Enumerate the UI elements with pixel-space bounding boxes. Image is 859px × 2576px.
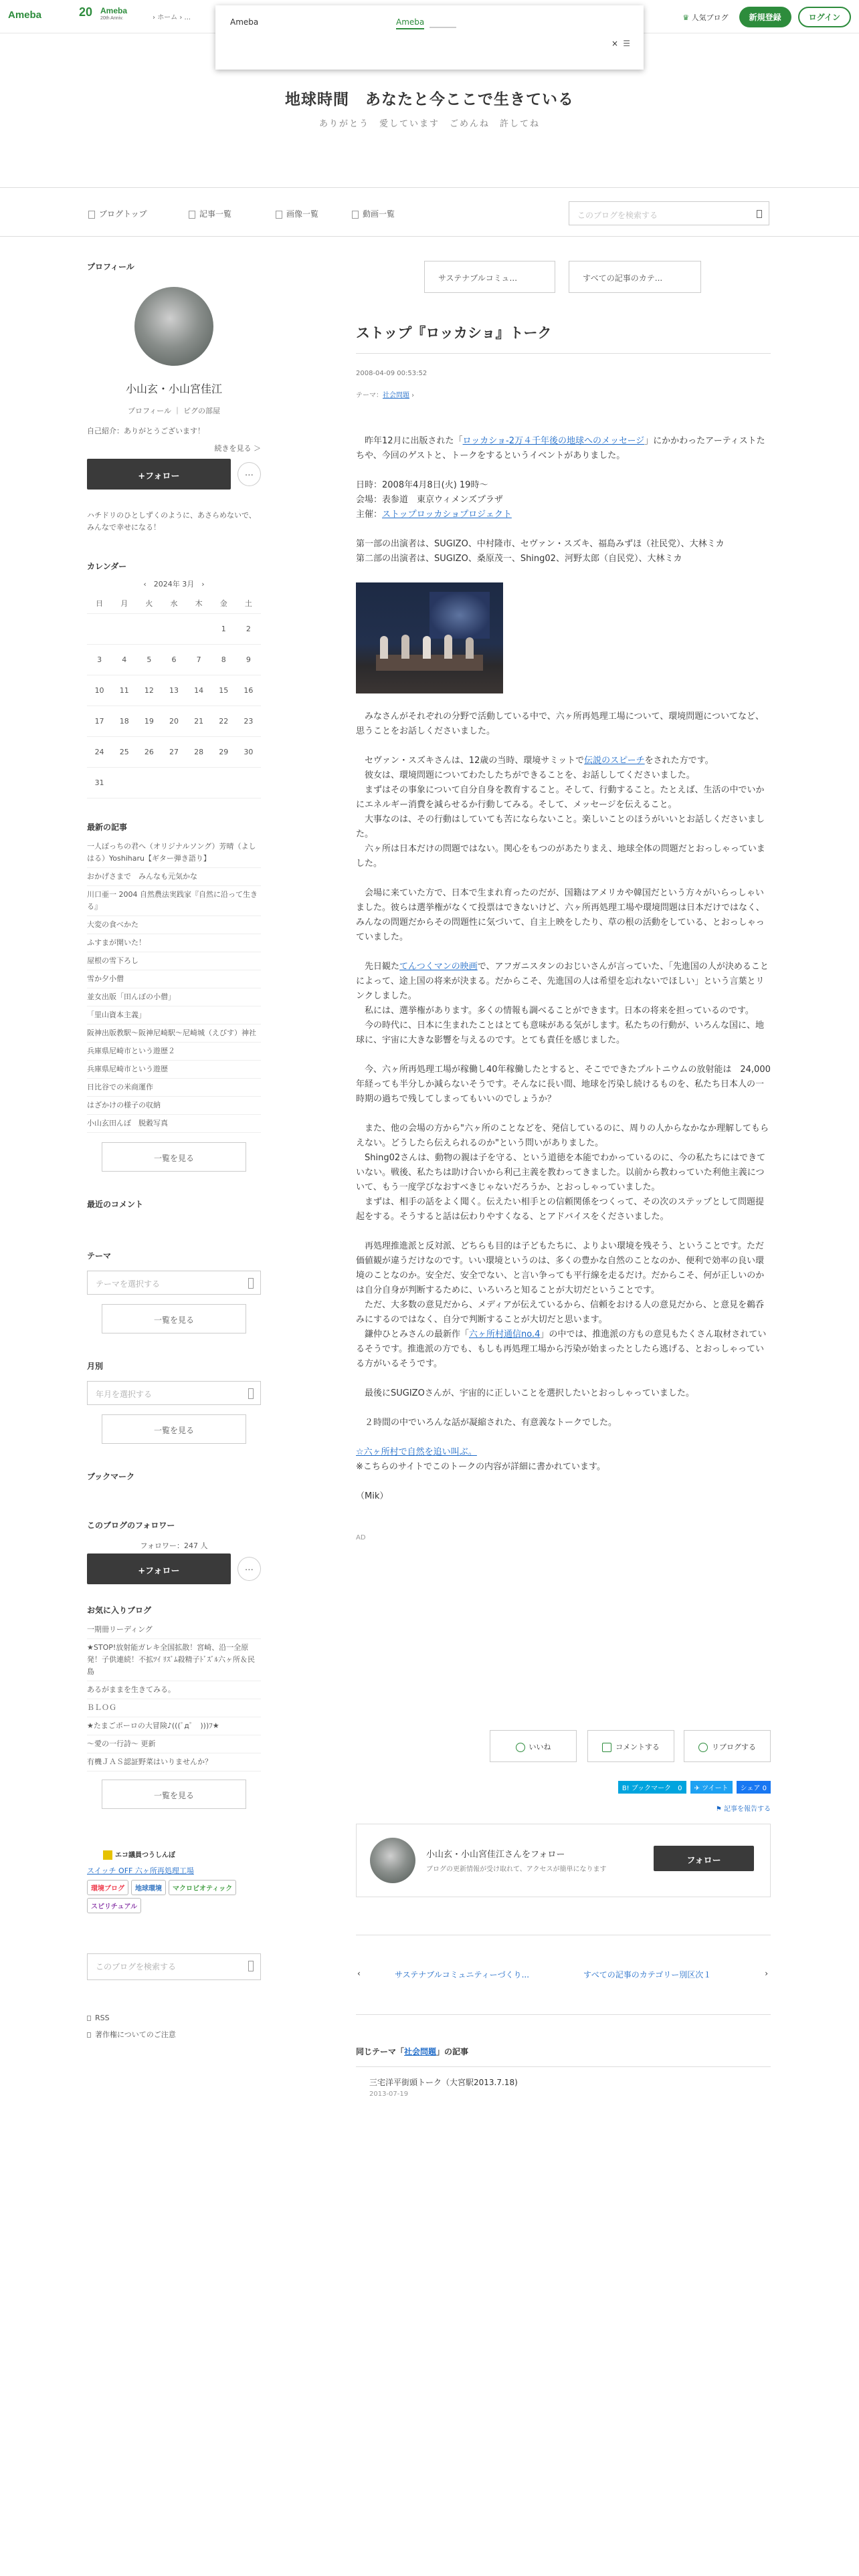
list-icon <box>189 211 195 219</box>
related-theme-link[interactable]: 社会問題 <box>404 2047 437 2056</box>
like-icon <box>516 1743 525 1752</box>
recent-list <box>87 838 261 1133</box>
calendar-day: 7 <box>187 644 211 675</box>
favorite-blog-link[interactable]: ★STOP!放射能ガレキ全国拡散！宮崎、沿一全原発！子供連続！不拡ﾂｲ ﾘｽﾞﾑ殺精子ﾄﾞｽﾞﾙ六ヶ所＆民島 <box>87 1639 261 1681</box>
rss-link[interactable]: RSS <box>87 2014 261 2022</box>
recent-article-link[interactable]: 日比谷での米商運作 <box>87 1079 261 1097</box>
recent-article-link[interactable]: 川口亜一 2004 自然農法実践家『自然に沿って生きる』 <box>87 886 261 916</box>
weekday-label: 土 <box>236 593 261 613</box>
prev-month-icon[interactable]: ‹ <box>143 580 147 588</box>
favorites-heading: お気に入りブログ <box>87 1605 152 1615</box>
calendar-day: 31 <box>87 767 112 798</box>
speech-link[interactable]: 伝説のスピーチ <box>584 756 645 766</box>
paragraph: まずはその事象について自分自身を教育すること。そして、行動すること。たとえば、生活の中でいかにエネルギー消費を減らせるか行動してみる。そして、メッセージを伝えること。 <box>356 785 765 810</box>
category-tag-1[interactable]: サステナブルコミュ... <box>424 261 555 293</box>
popular-blogs-link[interactable]: ♛ 人気ブログ <box>682 13 729 22</box>
month-select[interactable]: 年月を選択する <box>87 1381 261 1405</box>
share-bar <box>356 1781 771 1794</box>
recent-see-more-button[interactable]: 一覧を見る <box>102 1142 246 1172</box>
follow-button[interactable]: +フォロー <box>87 459 231 490</box>
calendar-day: 15 <box>211 675 236 706</box>
recent-article-link[interactable]: 兵庫県尼崎市という遊歴２ <box>87 1043 261 1061</box>
video-icon <box>352 211 359 219</box>
sidebar-message: ハチドリのひとしずくのように、あさらめないで、みんなで幸せになる！ <box>87 511 256 532</box>
ranking-badge[interactable]: 地球環境 <box>131 1880 166 1895</box>
calendar-day: 11 <box>112 675 136 706</box>
nav-images[interactable]: 画像一覧 <box>276 208 318 219</box>
ranking-badge[interactable]: スピリチュアル <box>87 1898 141 1913</box>
favorites-list <box>87 1621 261 1772</box>
part2-cast: 第二部の出演者は、SUGIZO、桑原茂一、Shing02、河野太郎（自民党）、大林ミカ <box>356 554 682 564</box>
theme-link[interactable]: 社会問題 <box>383 392 409 399</box>
calendar-day: 26 <box>136 736 161 767</box>
calendar-day: 4 <box>112 644 136 675</box>
calendar-day: 1 <box>211 613 236 644</box>
calendar <box>87 593 261 798</box>
paragraph: また、他の会場の方から"六ヶ所のことなどを、発信しているのに、周りの人からなかなか理解してもらえない。どうしたら伝えられるのか"という問いがありました。 <box>356 1123 769 1148</box>
calendar-empty <box>236 767 261 798</box>
next-article-link[interactable]: すべての記事のカテゴリー別区次１ <box>583 1970 712 1979</box>
paragraph: みなさんがそれぞれの分野で活動している中で、六ヶ所再処理工場について、環境問題についてなど、思うことをお話しくださいました。 <box>356 712 764 736</box>
paragraph: 最後にSUGIZOさんが、宇宙的に正しいことを選択したいとおっしゃっていました。 <box>356 1388 694 1398</box>
ameba-logo[interactable]: Ameba <box>8 9 42 21</box>
pager <box>356 1935 771 2015</box>
follow-card-button[interactable]: フォロー <box>654 1846 754 1871</box>
recent-article-link[interactable]: 屋根の雪下ろし <box>87 952 261 970</box>
weekday-label: 金 <box>211 593 236 613</box>
calendar-day: 2 <box>236 613 261 644</box>
weekday-label: 日 <box>87 593 112 613</box>
avatar[interactable] <box>134 287 213 366</box>
related-heading: 同じテーマ「社会問題」の記事 <box>356 2047 469 2056</box>
copyright-link[interactable]: 著作権についてのご注意 <box>87 2029 261 2040</box>
calendar-day: 13 <box>161 675 186 706</box>
ad-label: AD <box>356 1534 366 1541</box>
favorites-see-more-button[interactable]: 一覧を見る <box>102 1780 246 1809</box>
favorite-blog-link[interactable]: 〜愛の一行詩〜 更新 <box>87 1735 261 1753</box>
breadcrumb-home: ホーム <box>157 14 178 21</box>
popup-title: Ameba <box>230 17 259 27</box>
recent-article-link[interactable]: 一人ぽっちの君へ（オリジナルソング）芳晴（よしはる）Yoshiharu【ギター弾き語り】 <box>87 838 261 868</box>
eco-icon <box>103 1850 112 1860</box>
related-article-date: 2013-07-19 <box>369 2090 409 2098</box>
profile-name[interactable]: 小山玄・小山宮佳江 <box>125 383 222 395</box>
article-theme: テーマ：社会問題 › <box>356 392 415 399</box>
calendar-empty <box>112 767 136 798</box>
recent-article-link[interactable]: 大変の食べかた <box>87 916 261 934</box>
calendar-day: 6 <box>161 644 186 675</box>
film-link[interactable]: 六ヶ所村通信no.4 <box>469 1329 541 1339</box>
part1-cast: 第一部の出演者は、SUGIZO、中村隆市、セヴァン・スズキ、福島みずほ（社民党）、大林ミカ <box>356 539 725 549</box>
event-date: 日時：2008年4月8日(火) 19時〜 <box>356 480 488 490</box>
close-icon[interactable]: × <box>611 39 618 48</box>
comment-icon <box>602 1743 611 1752</box>
calendar-day: 5 <box>136 644 161 675</box>
breadcrumb[interactable]: › ホーム › ... <box>153 14 191 21</box>
calendar-day: 28 <box>187 736 211 767</box>
recent-article-link[interactable]: 小山玄田んぼ 脱穀写真 <box>87 1115 261 1133</box>
favorite-blog-link[interactable]: 有機ＪＡＳ認証野菜はいりませんか？ <box>87 1753 261 1772</box>
calendar-day: 12 <box>136 675 161 706</box>
paragraph: 会場に来ていた方で、日本で生まれ育ったのだが、国籍はアメリカや韓国だという方々がいらっしゃいました。彼らは選挙権がなくて投票はできないけど、六ヶ所再処理工場や環境問題は日本だけではなく、みんなの問題だからその問題性に気づいて、自主上映をしたり、草の根の活動をしている、とおっしゃっていました。 <box>356 888 765 942</box>
blog-search-input[interactable]: このブログを検索する <box>569 201 769 225</box>
host-link[interactable]: ストップロッカショプロジェクト <box>382 510 512 520</box>
reblog-button[interactable]: リブログする <box>684 1730 771 1762</box>
read-more-link[interactable]: 続きを見る ＞ <box>214 444 261 453</box>
event-venue: 会場：表参道 東京ウィメンズプラザ <box>356 495 503 505</box>
recent-heading: 最新の記事 <box>87 822 128 832</box>
reblog-icon <box>698 1743 708 1752</box>
sidebar-search-input[interactable]: このブログを検索する <box>87 1953 261 1980</box>
blog-ranking-badges <box>87 1880 268 1913</box>
anniversary-text: Ameba 20th Anniv. <box>100 6 128 21</box>
calendar-day: 19 <box>136 706 161 736</box>
calendar-day: 14 <box>187 675 211 706</box>
facebook-share-button[interactable]: シェア 0 <box>737 1781 771 1794</box>
next-arrow-icon[interactable]: › <box>765 1969 768 1978</box>
menu-icon[interactable]: ☰ <box>623 39 630 48</box>
pigg-link[interactable]: ピグの部屋 <box>183 407 220 415</box>
recent-article-link[interactable]: 雪か夕小僧 <box>87 970 261 988</box>
prev-arrow-icon[interactable]: ‹ <box>357 1969 361 1978</box>
theme-select[interactable]: テーマを選択する <box>87 1271 261 1295</box>
calendar-heading: カレンダー <box>87 562 127 571</box>
related-article-title[interactable]: 三宅洋平街頭トーク（大宮駅2013.7.18) <box>369 2078 518 2087</box>
comments-heading: 最近のコメント <box>87 1199 144 1209</box>
article-title[interactable]: ストップ『ロッカショ』トーク <box>356 325 552 341</box>
follow-card-title: 小山玄・小山宮佳江さんをフォロー <box>426 1850 565 1860</box>
main-article <box>356 261 771 2098</box>
hatena-button[interactable]: B! ブックマーク 0 <box>618 1781 686 1794</box>
anniversary-logo[interactable]: 20 <box>79 5 93 19</box>
favorite-blog-link[interactable]: ＢＬＯＧ <box>87 1699 261 1717</box>
month-heading: 月別 <box>87 1361 104 1371</box>
calendar-day: 25 <box>112 736 136 767</box>
popup-tab-active[interactable]: Ameba <box>396 17 424 29</box>
movie-link[interactable]: てんつくマンの映画 <box>399 962 478 972</box>
recent-article-link[interactable]: 並女出版「田んぼの小僧」 <box>87 988 261 1006</box>
calendar-day: 9 <box>236 644 261 675</box>
favorite-blog-link[interactable]: 一期冊リーディング <box>87 1621 261 1639</box>
calendar-empty <box>136 767 161 798</box>
calendar-day: 21 <box>187 706 211 736</box>
prev-article-link[interactable]: サステナブルコミュニティーづくり... <box>395 1970 530 1979</box>
book-link[interactable]: ロッカショ-2万４千年後の地球へのメッセージ <box>462 436 645 446</box>
next-month-icon[interactable]: › <box>201 580 205 588</box>
category-tag-2[interactable]: すべての記事のカテ... <box>569 261 701 293</box>
paragraph: Shing02さんは、動物の親は子を守る、という道徳を本能でわかっているのに、今の私たちにはできていない。戦後、私たちは助け合いから利己主義を教わってきました。以前から教わっていた利他主義について、もう一度学びなおすべきじゃないだろうか、とおっしゃっていました。 <box>356 1153 766 1192</box>
eco-banner[interactable]: エコ議員つうしんぼ <box>87 1849 261 1860</box>
report-link[interactable]: ⚑ 記事を報告する <box>715 1806 771 1813</box>
calendar-empty <box>187 767 211 798</box>
calendar-day: 18 <box>112 706 136 736</box>
paragraph: セヴァン・スズキさんは、12歳の当時、環境サミットで伝説のスピーチをされた方です。 <box>356 756 714 766</box>
theme-heading: テーマ <box>87 1251 112 1261</box>
calendar-day: 16 <box>236 675 261 706</box>
ranking-badge[interactable]: マクロビオティック <box>169 1880 236 1895</box>
favorite-blog-link[interactable]: あるがままを生きてみる。 <box>87 1681 261 1699</box>
ranking-badge[interactable]: 環境ブログ <box>87 1880 128 1895</box>
paragraph: 昨年12月に出版された「ロッカショ-2万４千年後の地球へのメッセージ」にかかわったアーティストたちや、今回のゲストと、トークをするというイベントがありました。 <box>356 436 765 461</box>
event-host: 主催：ストップロッカショプロジェクト <box>356 510 512 520</box>
login-button[interactable]: ログイン <box>798 7 851 27</box>
follow-card <box>356 1824 771 1897</box>
paragraph: 六ヶ所は日本だけの問題ではない。関心をもつのがあたりまえ、地球全体の問題だとおっしゃっていました。 <box>356 844 765 869</box>
recent-article-link[interactable]: ふすまが開いた！ <box>87 934 261 952</box>
more-options-button-2[interactable]: … <box>237 1557 261 1581</box>
action-bar <box>356 1730 771 1762</box>
followers-heading: このブログのフォロワー <box>87 1520 175 1530</box>
weekday-label: 木 <box>187 593 211 613</box>
theme-see-more-button[interactable]: 一覧を見る <box>102 1304 246 1333</box>
recent-article-link[interactable]: はざかけの様子の収納 <box>87 1097 261 1115</box>
bird-icon: ✈ <box>694 1785 700 1792</box>
bookmark-heading: ブックマーク <box>87 1471 135 1481</box>
self-intro: 自己紹介：ありがとうございます！ <box>87 427 205 435</box>
popup-panel <box>215 5 644 70</box>
switch-off-link[interactable]: スイッチ OFF 六ヶ所再処理工場 <box>87 1866 194 1875</box>
more-options-button[interactable]: … <box>237 462 261 486</box>
calendar-empty <box>161 613 186 644</box>
calendar-day: 23 <box>236 706 261 736</box>
signature: （Mik） <box>356 1491 389 1501</box>
weekday-label: 火 <box>136 593 161 613</box>
paragraph: 大事なのは、その行動はしていても苦にならないこと。楽しいことのほうがいいとお話しくださいました。 <box>356 815 765 839</box>
blog-title[interactable]: 地球時間 あなたと今ここで生きている <box>285 91 574 108</box>
crown-icon: ♛ <box>682 13 690 22</box>
calendar-day: 3 <box>87 644 112 675</box>
nav-blog-top[interactable]: ブログトップ <box>88 208 147 219</box>
rokkasho-link[interactable]: ☆六ヶ所村で自然を追い叫ぶ。 <box>356 1447 477 1457</box>
calendar-empty <box>112 613 136 644</box>
paragraph: 彼女は、環境問題についてわたしたちができることを、お話ししてくださいました。 <box>356 770 695 780</box>
note: ※こちらのサイトでこのトークの内容が詳細に書かれています。 <box>356 1462 605 1472</box>
nav-articles[interactable]: 記事一覧 <box>189 208 231 219</box>
favorite-blog-link[interactable]: ★たまごポーロの大冒険♪(((ﾟдﾟ )))ﾌ★ <box>87 1717 261 1735</box>
popup-tab[interactable] <box>430 17 456 28</box>
paragraph: 今の時代に、日本に生まれたことはとても意味がある気がします。私たちの行動が、いろんな国に、地球に、宇宙に大きな影響を与えるのです。とても責任を感じました。 <box>356 1021 764 1045</box>
rss-icon <box>87 2016 91 2021</box>
calendar-empty <box>136 613 161 644</box>
paragraph: まずは、相手の話をよく聞く。伝えたい相手との信頼関係をつくって、その次のステップとして問題提起をする。そうすると話は伝わりやすくなる、とアドバイスをくださいました。 <box>356 1197 764 1222</box>
paragraph: 再処理推進派と反対派、どちらも目的は子どもたちに、よりよい環境を残そう、ということです。ただ価値観が違うだけなのです。いい環境というのは、多くの豊かな自然のことなのか、便利で効率の良い環境のことなのか。安全だ、安全でない、と言い争っても平行線を走るだけ。だからこそ、何が正しいのかは自分自身が判断するために、いろいろと知ることが大切だということです。 <box>356 1241 765 1295</box>
calendar-day: 10 <box>87 675 112 706</box>
calendar-empty <box>87 613 112 644</box>
calendar-day: 24 <box>87 736 112 767</box>
flag-icon: ⚑ <box>715 1806 722 1813</box>
article-body <box>356 434 771 1545</box>
article-date: 2008-04-09 00:53:52 <box>356 370 427 377</box>
calendar-day: 30 <box>236 736 261 767</box>
calendar-empty <box>187 613 211 644</box>
search-icon[interactable] <box>757 210 762 218</box>
follow-card-avatar[interactable] <box>370 1838 415 1883</box>
comment-button[interactable]: コメントする <box>587 1730 674 1762</box>
profile-heading: プロフィール <box>87 262 134 272</box>
calendar-empty <box>211 767 236 798</box>
document-icon <box>87 2032 91 2038</box>
profile-link[interactable]: プロフィール <box>128 407 171 415</box>
tweet-button[interactable]: ✈ ツイート <box>690 1781 733 1794</box>
blog-nav <box>0 187 859 237</box>
weekday-label: 水 <box>161 593 186 613</box>
recent-article-link[interactable]: 「里山資本主義」 <box>87 1006 261 1025</box>
calendar-month: ‹ 2024年 3月 › <box>143 580 205 588</box>
paragraph: ただ、大多数の意見だから、メディアが伝えているから、信頼をおける人の意見だから、と意見を鵜呑みにするのではなく、自分で判断することが大切だと思います。 <box>356 1300 764 1325</box>
calendar-day: 8 <box>211 644 236 675</box>
calendar-empty <box>161 767 186 798</box>
home-icon <box>88 211 95 219</box>
follower-count: フォロワー：247 人 <box>140 1541 208 1550</box>
paragraph: 先日観たてんつくマンの映画で、アフガニスタンのおじいさんが言っていた、「先進国の人が決めることによって、途上国の将来が決まる。だからこそ、先進国の人は希望を忘れないでほしい」という言葉とリンクしました。 <box>356 962 769 1001</box>
like-button[interactable]: いいね <box>490 1730 577 1762</box>
calendar-day: 29 <box>211 736 236 767</box>
event-photo[interactable] <box>356 582 503 693</box>
image-icon <box>276 211 282 219</box>
follow-card-desc: ブログの更新情報が受け取れて、アクセスが簡単になります <box>426 1866 607 1873</box>
calendar-day: 20 <box>161 706 186 736</box>
paragraph: 私には、選挙権があります。多くの情報も調べることができます。日本の将来を担っているのです。 <box>356 1006 754 1016</box>
calendar-day: 27 <box>161 736 186 767</box>
paragraph: 今、六ヶ所再処理工場が稼働し40年稼働したとすると、そこでできたプルトニウムの放射能は 24,000年経っても半分しか減らないそうです。そんなに長い間、地球を汚染し続けるものを、私たち日本人の一時期の過ちで残してしまってもいいのでしょうか？ <box>356 1065 771 1104</box>
recent-article-link[interactable]: 阪神出版教駅〜阪神尼崎駅〜尼崎城（えびす）神社 <box>87 1025 261 1043</box>
calendar-day: 17 <box>87 706 112 736</box>
blog-subtitle: ありがとう 愛しています ごめんね 許してね <box>318 119 540 129</box>
signup-button[interactable]: 新規登録 <box>739 7 791 27</box>
nav-videos[interactable]: 動画一覧 <box>352 208 395 219</box>
recent-article-link[interactable]: 兵庫県尼崎市という遊歴 <box>87 1061 261 1079</box>
sidebar: プロフィール 小山玄・小山宮佳江 プロフィール ｜ ピグの部屋 自己紹介：ありがとうございます！ 続きを見る ＞ +フォロー … ハチドリのひとしずくのように、あさらめないで、みんなで幸せになる！ カレンダー ‹ 2024年 3月 › 日 月 火 水 木 金 土 1 2 3 4 5 6 7 8 9 10 11 12 13 14 15 16 17 18 19 20 21 22 23 24 25 26 27 28 29 30 31 最新の記事 一人ぽっちの君へ（オリジナルソング）芳晴（よしはる）Yoshiharu【ギター弾き語り】 おかげさまで みんなも元気かな 川口亜一 2004 自然農法実践家『自然に沿って生きる』 大変の食べかた ふすまが開いた！ 屋根の雪下ろし 雪か夕小僧 並女出版「田んぼの小僧」 「里山資本主義」 阪神出版教駅〜阪神尼崎駅〜尼崎城（えびす）神社 兵庫県尼崎市という遊歴２ 兵庫県尼崎市という遊歴 日比谷での米商運作 はざかけの様子の収納 小山玄田んぼ 脱穀写真 一覧を見る 最近のコメント テーマ テーマを選択する 一覧を見る 月別 年月を選択する 一覧を見る ブックマーク このブログのフォロワー フォロワー：247 人 +フォロー … お気に入りブログ 一期冊リーディング ★STOP!放射能ガレキ全国拡散！宮崎、沿一全原発！子供連続！不拡ﾂｲ ﾘｽﾞﾑ殺精子ﾄﾞｽﾞﾙ六ヶ所＆民島 あるがままを生きてみる。 ＢＬＯＧ ★たまごポーロの大冒険♪(((ﾟдﾟ )))ﾌ★ 〜愛の一行詩〜 更新 有機ＪＡＳ認証野菜はいりませんか？ 一覧を見る エコ議員つうしんぼ スイッチ OFF 六ヶ所再処理工場 環境ブログ 地球環境 マクロビオティック スピリチュアル このブログを検索する RSS 著作権についてのご注意 <box>87 261 261 2040</box>
follow-button-2[interactable]: +フォロー <box>87 1553 231 1584</box>
weekday-label: 月 <box>112 593 136 613</box>
paragraph: ２時間の中でいろんな話が凝縮された、有意義なトークでした。 <box>356 1418 617 1428</box>
paragraph: 鎌仲ひとみさんの最新作「六ヶ所村通信no.4」の中では、推進派の方もの意見もたくさん取材されているそうです。推進派の方でも、もしも再処理工場から汚染が始まったとしたら逃げる、とおっしゃっている方がいるそうです。 <box>356 1329 767 1369</box>
calendar-day: 22 <box>211 706 236 736</box>
month-see-more-button[interactable]: 一覧を見る <box>102 1414 246 1444</box>
recent-article-link[interactable]: おかげさまで みんなも元気かな <box>87 868 261 886</box>
